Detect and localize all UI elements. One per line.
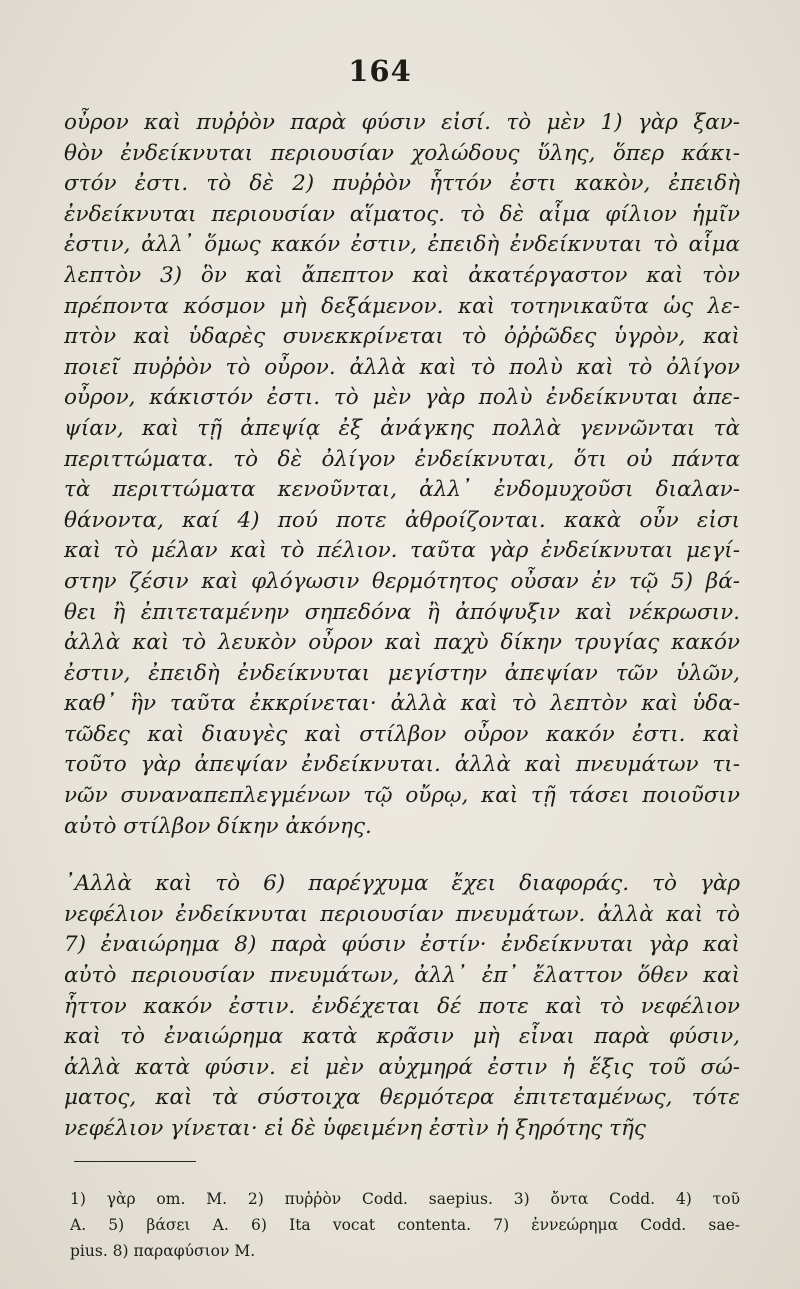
paragraph-gap [64,842,740,869]
text-line: θει ἢ ἐπιτεταμένην σηπεδόνα ἢ ἀπόψυξιν καὶ νέκρωσιν. [64,599,740,625]
text-line: 7) ἐναιώρημα 8) παρὰ φύσιν ἐστίν· ἐνδείκνυται γὰρ καὶ [64,932,740,958]
text-line: αὐτὸ περιουσίαν πνευμάτων, ἀλλ᾽ ἐπ᾽ ἔλαττον ὅθεν καὶ [64,963,740,989]
text-line: λεπτὸν 3) ὃν καὶ ἄπεπτον καὶ ἀκατέργαστον καὶ τὸν [64,262,740,288]
text-line: καὶ τὸ μέλαν καὶ τὸ πέλιον. ταῦτα γὰρ ἐνδείκνυται μεγί- [64,538,740,564]
footnote-rule [74,1161,196,1162]
text-line: ἀλλὰ καὶ τὸ λευκὸν οὖρον καὶ παχὺ δίκην τρυγίας κακόν [64,630,740,656]
text-line: ματος, καὶ τὰ σύστοιχα θερμότερα ἐπιτεταμένως, τότε [64,1085,740,1111]
text-line: ἐστιν, ἀλλ᾽ ὅμως κακόν ἐστιν, ἐπειδὴ ἐνδείκνυται τὸ αἷμα [64,232,740,258]
text-line: ψίαν, καὶ τῇ ἀπεψίᾳ ἐξ ἀνάγκης πολλὰ γεννῶνται τὰ [64,415,740,441]
text-line: πρέποντα κόσμον μὴ δεξάμενον. καὶ τοτηνικαῦτα ὡς λε- [64,293,740,319]
text-line: θὸν ἐνδείκνυται περιουσίαν χολώδους ὕλης, ὅπερ κάκι- [64,140,740,166]
text-line: πτὸν καὶ ὑδαρὲς συνεκκρίνεται τὸ ὀῤῥῶδες ὑγρὸν, καὶ [64,324,740,350]
text-line: τοῦτο γὰρ ἀπεψίαν ἐνδείκνυται. ἀλλὰ καὶ πνευμάτων τι- [64,752,740,778]
text-line: αὐτὸ στίλβον δίκην ἀκόνης. [64,813,372,839]
text-line: νῶν συναναπεπλεγμένων τῷ οὔρῳ, καὶ τῇ τάσει ποιοῦσιν [64,783,740,809]
text-line: ἀλλὰ κατὰ φύσιν. εἰ μὲν αὐχμηρά ἐστιν ἡ ἕξις τοῦ σώ- [64,1054,740,1080]
text-line: οὖρον καὶ πυῤῥὸν παρὰ φύσιν εἰσί. τὸ μὲν 1) γὰρ ξαν- [64,110,740,135]
text-line: νεφέλιον γίνεται· εἰ δὲ ὑφειμένη ἐστὶν ἡ ξηρότης τῆς [64,1116,646,1141]
text-line: περιττώματα. τὸ δὲ ὀλίγον ἐνδείκνυται, ὅτι οὐ πάντα [64,446,740,472]
footnotes [70,1186,740,1264]
footnote-line: pius. 8) παραφύσιον M. [70,1242,256,1260]
text-line: στόν ἐστι. τὸ δὲ 2) πυῤῥὸν ἧττόν ἐστι κακὸν, ἐπειδὴ [64,171,740,197]
text-line: ἧττον κακόν ἐστιν. ἐνδέχεται δέ ποτε καὶ τὸ νεφέλιον [64,993,740,1019]
page-number: 164 [348,54,412,88]
text-line: ἐστιν, ἐπειδὴ ἐνδείκνυται μεγίστην ἀπεψίαν τῶν ὑλῶν, [64,660,740,686]
text-line: τὰ περιττώματα κενοῦνται, ἀλλ᾽ ἐνδομυχοῦσι διαλαν- [64,477,740,503]
paragraph-2 [64,869,740,1144]
footnote-line: A. 5) βάσει A. 6) Ita vocat contenta. 7) ἐννεώρημα Codd. sae- [70,1216,740,1234]
text-line: οὖρον, κάκιστόν ἐστι. τὸ μὲν γὰρ πολὺ ἐνδείκνυται ἀπε- [64,385,740,411]
footnote-line: 1) γὰρ om. M. 2) πυῤῥὸν Codd. saepius. 3) ὄντα Codd. 4) τοῦ [70,1190,740,1208]
text-line: ᾽Αλλὰ καὶ τὸ 6) παρέγχυμα ἔχει διαφοράς. τὸ γὰρ [64,871,740,897]
text-line: ποιεῖ πυῤῥὸν τὸ οὖρον. ἀλλὰ καὶ τὸ πολὺ καὶ τὸ ὀλίγον [64,354,740,380]
text-line: καὶ τὸ ἐναιώρημα κατὰ κρᾶσιν μὴ εἶναι παρὰ φύσιν, [64,1024,740,1050]
paragraph-1 [64,108,740,842]
text-line: καθ᾽ ἣν ταῦτα ἐκκρίνεται· ἀλλὰ καὶ τὸ λεπτὸν καὶ ὑδα- [64,691,740,717]
text-line: στην ζέσιν καὶ φλόγωσιν θερμότητος οὖσαν ἐν τῷ 5) βά- [64,568,740,594]
body-text [64,108,740,1145]
text-line: νεφέλιον ἐνδείκνυται περιουσίαν πνευμάτων. ἀλλὰ καὶ τὸ [64,901,740,927]
text-line: τῶδες καὶ διαυγὲς καὶ στίλβον οὖρον κακόν ἐστι. καὶ [64,721,740,747]
text-line: ἐνδείκνυται περιουσίαν αἵματος. τὸ δὲ αἷμα φίλιον ἡμῖν [64,201,740,227]
text-line: θάνοντα, καί 4) πού ποτε ἀθροίζονται. κακὰ οὖν εἰσι [64,507,740,533]
